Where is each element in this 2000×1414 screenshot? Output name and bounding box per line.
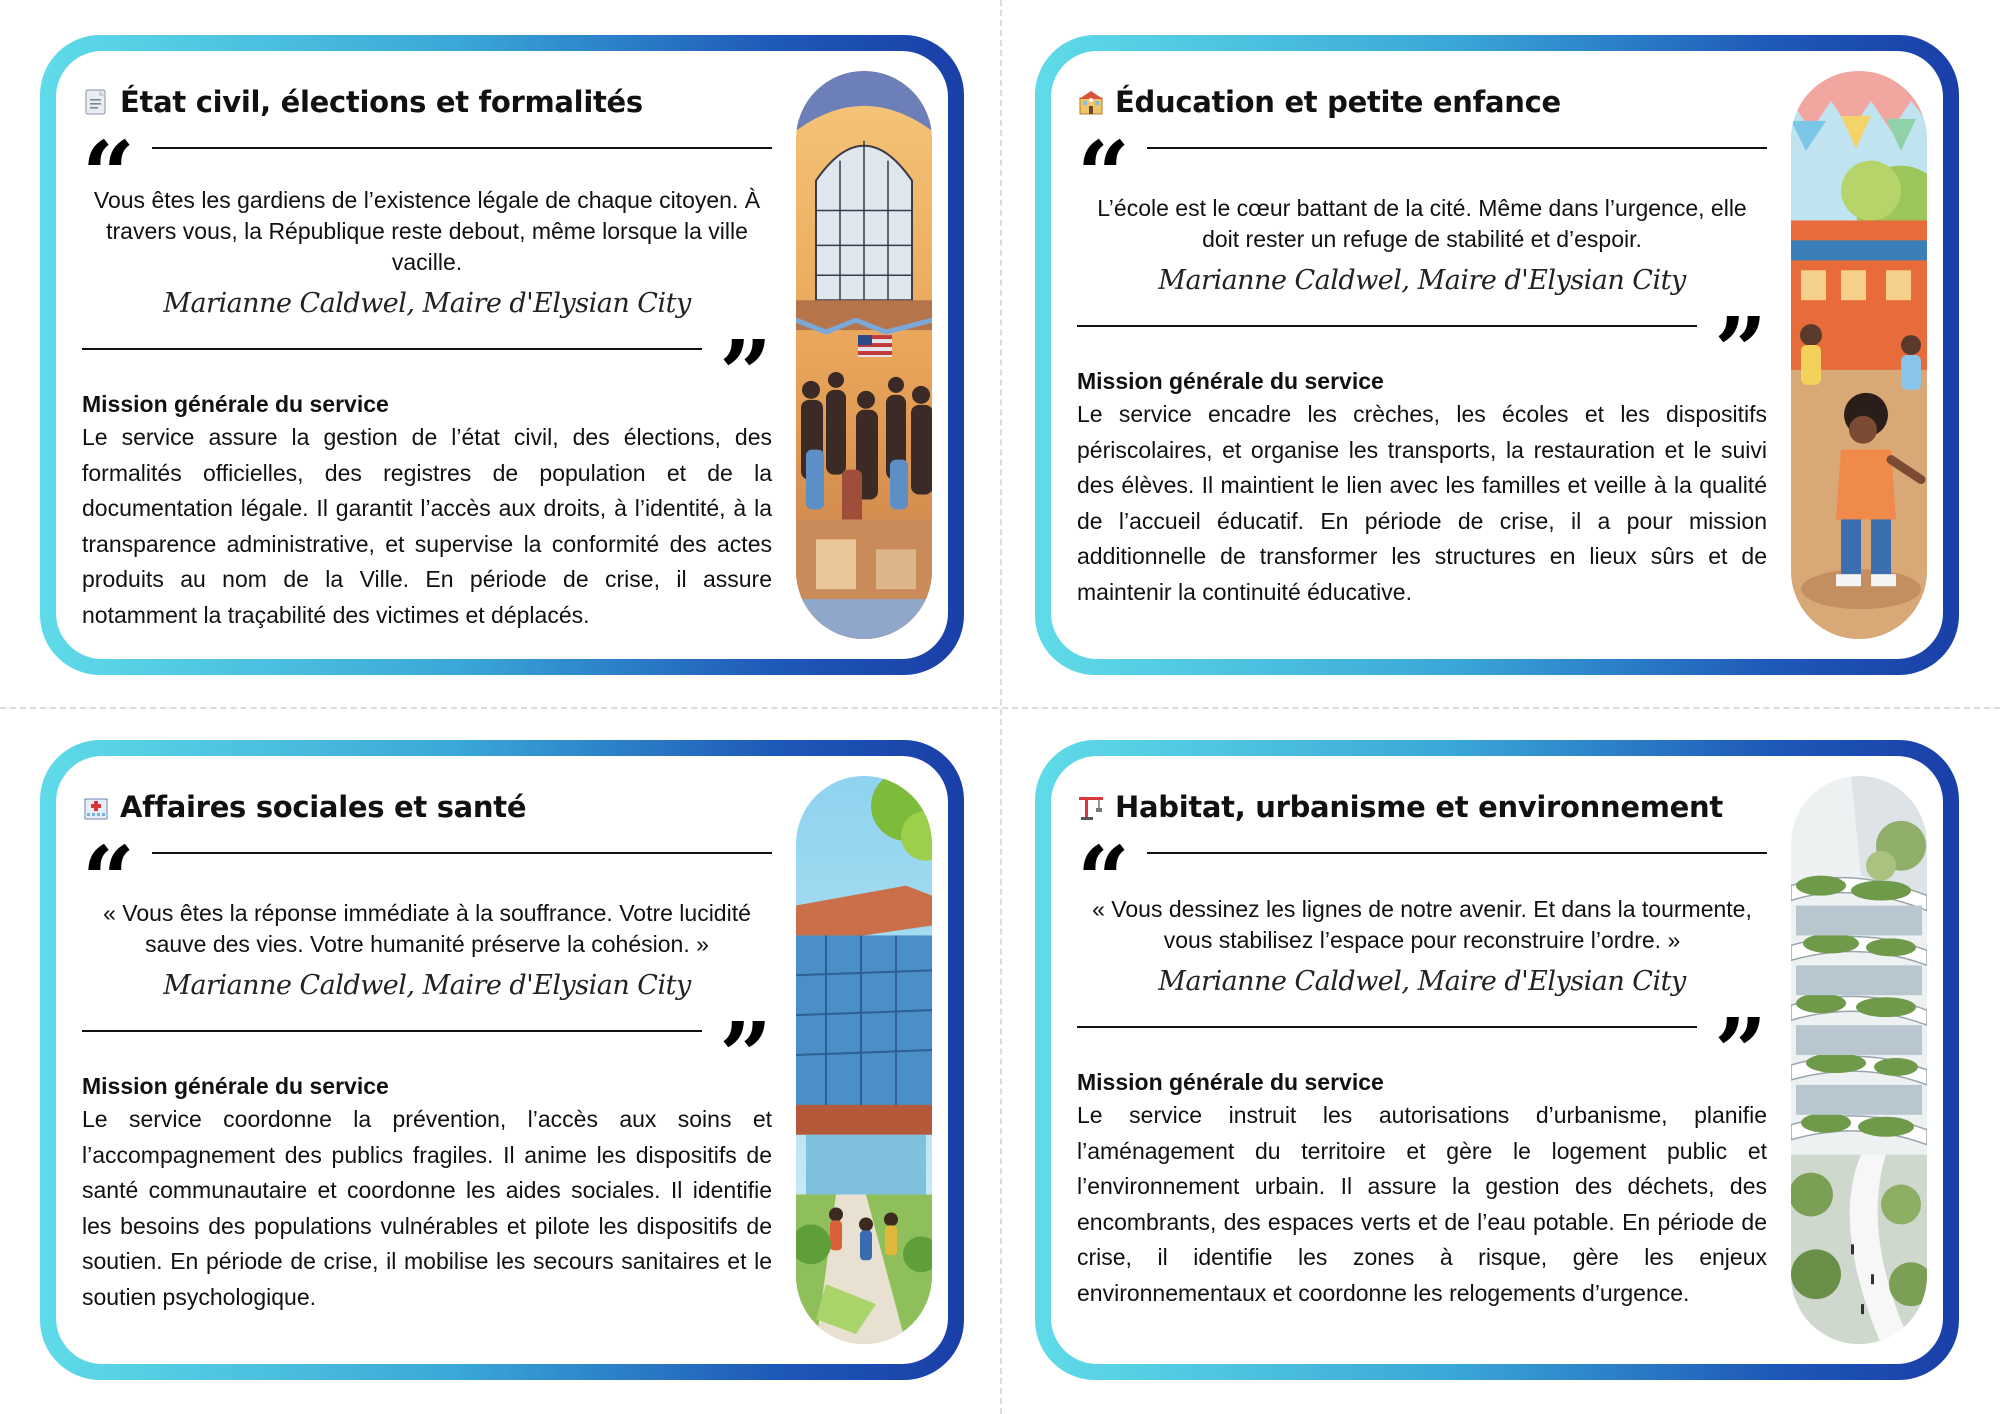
close-quote-icon: ” — [1714, 297, 1767, 405]
mayor-quote: « Vous dessinez les lignes de notre avenir. Et dans la tourmente, vous stabilisez l’espace pour reconstruire l’ordre. » — [1092, 896, 1752, 953]
mayor-signature: Marianne Caldwel, Maire d'Elysian City — [163, 970, 691, 1001]
card-body — [56, 51, 948, 659]
card-title — [1077, 79, 1767, 125]
mission-heading: Mission générale du service — [1077, 1069, 1384, 1095]
card-title-text: Éducation et petite enfance — [1115, 85, 1561, 119]
mayor-signature: Marianne Caldwel, Maire d'Elysian City — [1158, 265, 1686, 296]
mayor-quote: « Vous êtes la réponse immédiate à la souffrance. Votre lucidité sauve des vies. Votre humanité préserve la cohésion. » — [103, 900, 751, 957]
mission-text: Le service instruit les autorisations d’urbanisme, planifie l’aménagement du territoire et gère le logement public et l’environnement urbain. Il assure la gestion des déchets, des encombrants, des espaces verts et de l’eau potable. En période de crise, il identifie les zones à risque, gère les enjeux environnementaux et coordonne les relogements d’urgence. — [1077, 1102, 1767, 1306]
mission-heading: Mission générale du service — [1077, 368, 1384, 394]
document-icon — [82, 88, 110, 116]
service-card-etat-civil — [40, 35, 964, 675]
close-quote-icon: ” — [719, 320, 772, 428]
service-card-affaires-sociales — [40, 740, 964, 1380]
service-card-habitat — [1035, 740, 1959, 1380]
card-title — [82, 79, 772, 125]
mayor-signature: Marianne Caldwel, Maire d'Elysian City — [163, 288, 691, 319]
card-body — [1051, 756, 1943, 1364]
mayor-signature: Marianne Caldwel, Maire d'Elysian City — [1158, 966, 1686, 997]
card-content — [1077, 71, 1767, 639]
open-quote-icon: “ — [82, 121, 135, 229]
divider — [152, 852, 772, 854]
card-content — [82, 776, 772, 1344]
open-quote-icon: “ — [1077, 826, 1130, 934]
crane-icon — [1077, 793, 1105, 821]
card-title-text: État civil, élections et formalités — [120, 85, 643, 119]
divider — [1147, 852, 1767, 854]
divider — [82, 1030, 702, 1032]
card-body — [56, 756, 948, 1364]
hospital-icon — [82, 793, 110, 821]
health-center-illustration — [796, 776, 932, 1344]
divider — [1147, 147, 1767, 149]
cut-line-horizontal — [0, 707, 2000, 709]
schoolyard-illustration — [1791, 71, 1927, 639]
town-hall-illustration — [796, 71, 932, 639]
mission-text: Le service encadre les crèches, les écoles et les dispositifs périscolaires, et organise les transports, la restauration et le suivi des élèves. Il maintient le lien avec les familles et veille à la qualité de l’accueil éducatif. En période de crise, il a pour mission additionnelle de transformer les structures en lieux sûrs et de maintenir la continuité éducative. — [1077, 401, 1767, 605]
school-icon — [1077, 88, 1105, 116]
mission-heading: Mission générale du service — [82, 391, 389, 417]
card-title — [1077, 784, 1767, 830]
card-content — [1077, 776, 1767, 1344]
green-tower-illustration — [1791, 776, 1927, 1344]
mayor-quote: L’école est le cœur battant de la cité. Même dans l’urgence, elle doit rester un refuge de stabilité et d’espoir. — [1097, 195, 1747, 252]
mission-text: Le service assure la gestion de l’état civil, des élections, des formalités officielles, des registres de population et de la documentation légale. Il garantit l’accès aux droits, à l’identité, à la transparence administrative, et supervise la conformité des actes produits au nom de la Ville. En période de crise, il assure notamment la traçabilité des victimes et déplacés. — [82, 424, 772, 628]
divider — [82, 348, 702, 350]
card-title-text: Affaires sociales et santé — [120, 790, 527, 824]
card-title — [82, 784, 772, 830]
divider — [1077, 325, 1697, 327]
card-content — [82, 71, 772, 639]
close-quote-icon: ” — [719, 1002, 772, 1110]
close-quote-icon: ” — [1714, 998, 1767, 1106]
divider — [152, 147, 772, 149]
service-card-education — [1035, 35, 1959, 675]
quote-open-row — [82, 121, 772, 229]
divider — [1077, 1026, 1697, 1028]
card-body — [1051, 51, 1943, 659]
card-title-text: Habitat, urbanisme et environnement — [1115, 790, 1723, 824]
open-quote-icon: “ — [82, 826, 135, 934]
mission-text: Le service coordonne la prévention, l’accès aux soins et l’accompagnement des publics fragiles. Il anime les dispositifs de santé communautaire et coordonne les aides sociales. Il identifie les besoins des populations vulnérables et pilote les dispositifs de soutien. En période de crise, il mobilise les secours sanitaires et le soutien psychologique. — [82, 1106, 772, 1310]
mission-heading: Mission générale du service — [82, 1073, 389, 1099]
open-quote-icon: “ — [1077, 121, 1130, 229]
mayor-quote: Vous êtes les gardiens de l’existence légale de chaque citoyen. À travers vous, la République reste debout, même lorsque la ville vacille. — [93, 187, 761, 275]
